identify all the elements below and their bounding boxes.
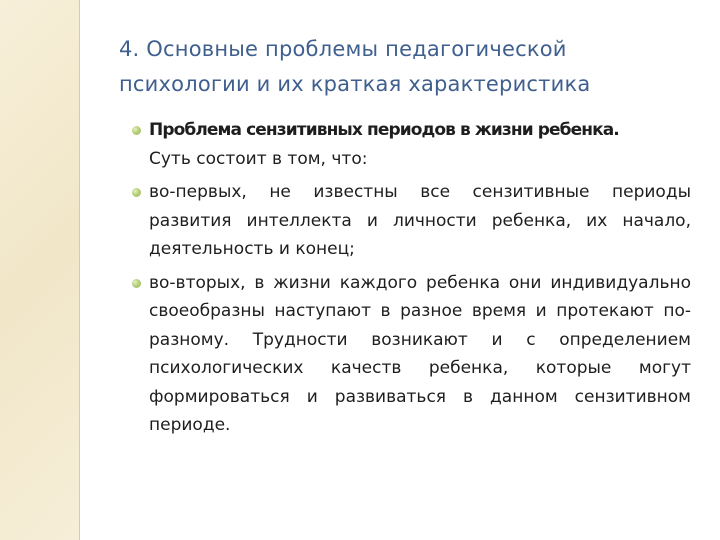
list-item — [149, 116, 691, 173]
slide-title — [119, 32, 699, 102]
item-text: во-вторых, в жизни каждого ребенка они индивидуально своеобразны наступают в разное время и протекают по-разному. Трудности возникают и с определением психологических качеств ребенка, которые могут формироваться и развиваться в данном сензитивном периоде. — [149, 272, 691, 435]
item-lead: Проблема сензитивных периодов в жизни ребенка. — [149, 120, 619, 140]
title-line-2: психологии и их краткая характеристика — [119, 72, 591, 96]
list-item — [149, 269, 691, 440]
bullet-dot-icon — [132, 188, 141, 197]
item-text: во-первых, не известны все сензитивные периоды развития интеллекта и личности ребенка, их начало, деятельность и конец; — [149, 182, 691, 259]
bullet-dot-icon — [132, 126, 141, 135]
title-line-1: 4. Основные проблемы педагогической — [119, 37, 567, 61]
bullet-list — [149, 116, 691, 445]
item-text: Суть состоит в том, что: — [149, 148, 368, 169]
slide — [80, 0, 720, 540]
decorative-side-panel — [0, 0, 80, 540]
list-item — [149, 178, 691, 264]
bullet-dot-icon — [132, 279, 141, 288]
